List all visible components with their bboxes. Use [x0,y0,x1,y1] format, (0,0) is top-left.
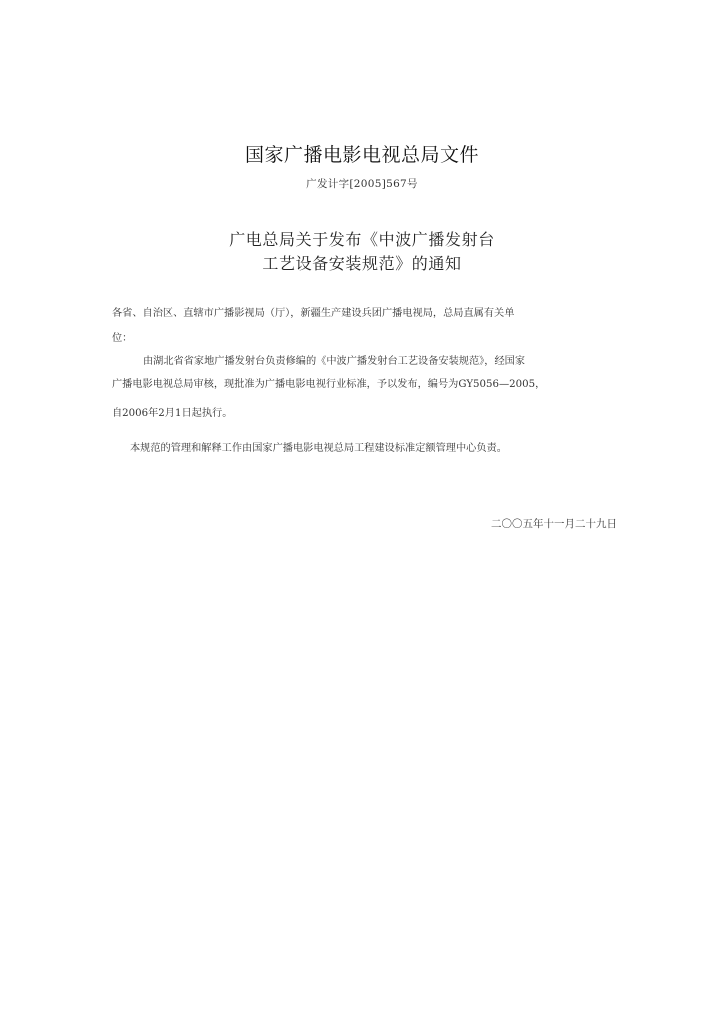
body-paragraph-2: 本规范的管理和解释工作由国家广播电影电视总局工程建设标准定额管理中心负责。 [130,443,507,454]
addressee-line-2: 位： [112,333,133,344]
notice-title-line-1: 广电总局关于发布《中波广播发射台 [229,230,495,249]
notice-title-line-2: 工艺设备安装规范》的通知 [262,254,462,273]
body-paragraph-1-line-3: 自2006年2月1日起执行。 [112,408,233,419]
document-number: 广发计字[2005]567号 [306,178,418,190]
issuing-authority-title: 国家广播电影电视总局文件 [244,144,479,166]
body-paragraph-1-line-1: 由湖北省省家地广播发射台负责修编的《中波广播发射台工艺设备安装规范》，经国家 [143,356,526,367]
body-paragraph-1-line-2: 广播电影电视总局审核，现批准为广播电影电视行业标准，予以发布，编号为GY5056—2005， [112,379,546,390]
issue-date: 二〇〇五年十一月二十九日 [491,518,617,530]
addressee-line-1: 各省、自治区、直辖市广播影视局（厅），新疆生产建设兵团广播电视局，总局直属有关单 [112,308,515,319]
